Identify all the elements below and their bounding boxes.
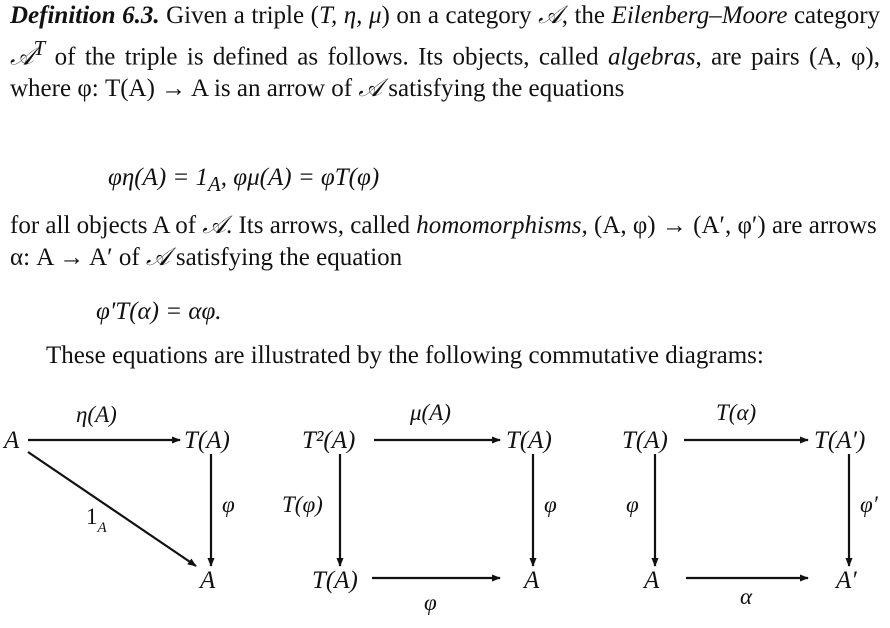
node-ta: T(A) xyxy=(184,427,230,454)
definition-text: ) on a category xyxy=(381,2,539,29)
arrow-identity xyxy=(28,452,196,566)
category-symbol: 𝒜 xyxy=(538,2,562,29)
definition-text: , are pairs (A, φ), where φ: T(A) → A is an arrow of xyxy=(10,43,880,103)
paragraph-text: (A, φ) → (A′, φ′) are arrows α: A → A′ of xyxy=(10,212,877,271)
label-alpha: α xyxy=(740,584,753,609)
paragraph-text: . Its arrows, called xyxy=(225,212,417,239)
superscript-t: T xyxy=(33,36,46,60)
category-symbol: 𝒜 xyxy=(10,43,34,71)
label-t-phi: T(φ) xyxy=(282,492,323,517)
node-ta-prime: T(A′) xyxy=(814,427,866,454)
node-ta-bottom: T(A) xyxy=(312,567,358,594)
diagram-homomorphism-square xyxy=(622,400,879,609)
diagram-mult-square xyxy=(282,400,557,615)
definition-text: category xyxy=(787,2,881,29)
label-phi-left: φ xyxy=(626,492,639,517)
definition-text: of the triple is defined as follows. Its objects, called xyxy=(45,43,608,71)
node-ta: T(A) xyxy=(622,427,668,454)
node-a-bottom: A xyxy=(200,567,216,594)
label-phi-prime: φ′ xyxy=(860,492,878,517)
label-eta: η(A) xyxy=(76,402,117,427)
homomorphisms-term: homomorphisms, xyxy=(416,212,588,239)
algebras-term: algebras xyxy=(607,43,696,71)
node-a: A xyxy=(4,427,20,454)
node-t2a: T²(A) xyxy=(302,427,356,454)
definition-text: Given a triple ( xyxy=(159,2,319,29)
node-a-prime: A′ xyxy=(836,567,857,594)
triple: T, η, μ xyxy=(318,2,382,29)
diagrams-intro: These equations are illustrated by the following commutative diagrams: xyxy=(46,342,764,369)
category-symbol: 𝒜 xyxy=(145,244,170,271)
label-phi: φ xyxy=(222,492,235,517)
label-phi-bottom: φ xyxy=(424,590,437,615)
equation-mult: , φμ(A) = φT(φ) xyxy=(220,164,380,191)
equation-unit: φη(A) = 1 xyxy=(108,164,209,191)
node-a: A xyxy=(644,567,660,594)
category-symbol: 𝒜 xyxy=(202,212,226,239)
diagram-unit-triangle xyxy=(2,402,235,594)
node-ta-top: T(A) xyxy=(506,427,552,454)
definition-text: , the xyxy=(561,2,612,29)
eilenberg-moore-term: Eilenberg–Moore xyxy=(611,2,788,29)
label-mu: μ(A) xyxy=(410,400,451,425)
label-identity: $1_A$ xyxy=(86,504,107,536)
definition-heading: Definition 6.3. xyxy=(10,2,160,29)
paragraph-text: for all objects A of xyxy=(10,212,203,239)
homomorphism-equation: φ′T(α) = αφ. xyxy=(96,298,222,325)
subscript-a: A xyxy=(208,172,221,196)
label-t-alpha: T(α) xyxy=(716,400,757,425)
paragraph-text: satisfying the equation xyxy=(169,244,403,271)
node-a-bottom: A xyxy=(524,567,540,594)
category-symbol: 𝒜 xyxy=(358,75,383,103)
definition-text: satisfying the equations xyxy=(382,75,625,103)
label-phi-right: φ xyxy=(544,492,557,517)
